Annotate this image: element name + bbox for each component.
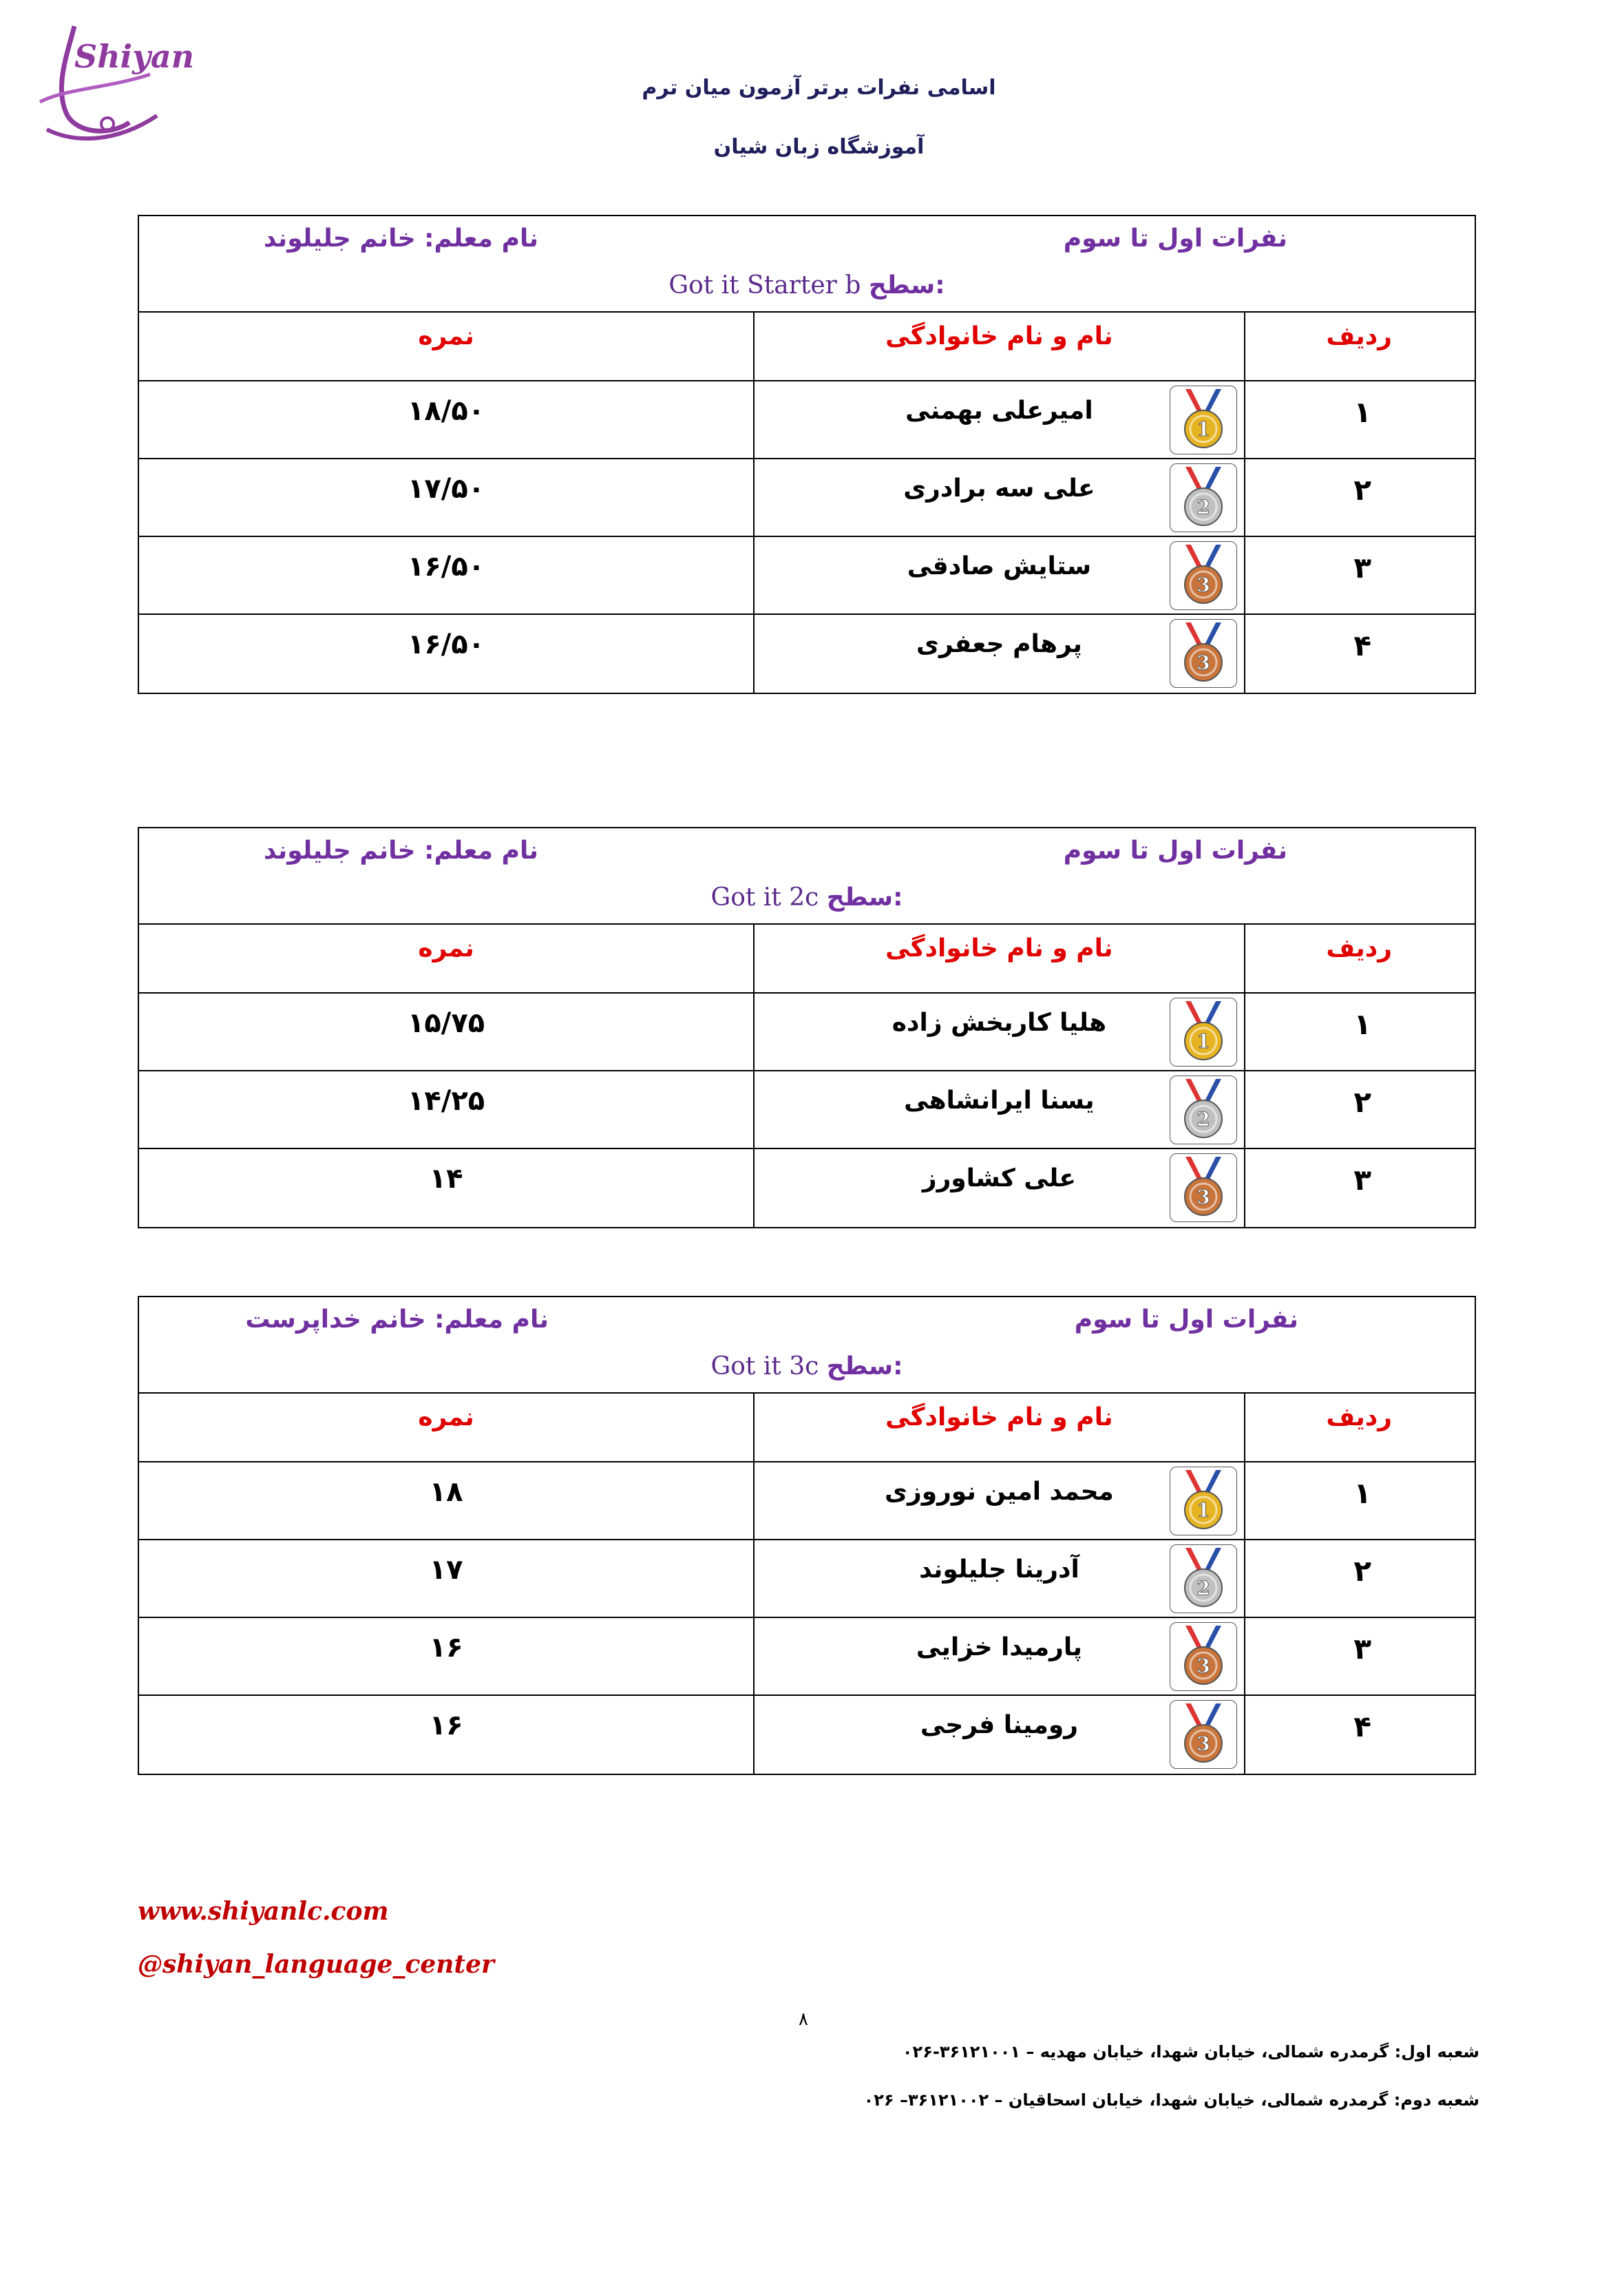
column-header-rank: ردیف xyxy=(1326,934,1392,963)
page-title: اسامی نفرات برتر آزمون میان ترم xyxy=(642,76,996,100)
svg-text:3: 3 xyxy=(1196,1732,1210,1755)
results-table-1 xyxy=(138,215,1476,694)
rank-cell: ۲ xyxy=(1353,1085,1371,1119)
rank-cell: ۱ xyxy=(1353,1007,1371,1041)
rank-cell: ۳ xyxy=(1353,1163,1371,1197)
table-row xyxy=(139,1540,1475,1618)
logo-text: Shiyan xyxy=(74,38,195,75)
column-header-rank: ردیف xyxy=(1326,1403,1392,1431)
instagram-handle-link[interactable]: @shiyan_language_center xyxy=(138,1950,494,1979)
svg-text:3: 3 xyxy=(1196,1655,1210,1677)
student-name: محمد امین نوروزی xyxy=(884,1478,1114,1506)
page-subtitle: آموزشگاه زبان شیان xyxy=(713,135,925,159)
svg-text:3: 3 xyxy=(1196,574,1210,596)
results-table-3 xyxy=(138,1296,1476,1775)
score-cell: ۱۵/۷۵ xyxy=(407,1007,485,1039)
student-name: پارمیدا خزایی xyxy=(916,1633,1082,1661)
svg-text:1: 1 xyxy=(1196,1030,1210,1053)
score-cell: ۱۶/۵۰ xyxy=(407,551,485,583)
student-name: یسنا ایرانشاهی xyxy=(904,1087,1095,1115)
svg-text:1: 1 xyxy=(1196,418,1210,441)
table-row xyxy=(139,1149,1475,1227)
level-label: سطح: xyxy=(826,1352,903,1381)
student-name: هلیا کاربخش زاده xyxy=(892,1009,1107,1037)
table-row xyxy=(139,459,1475,537)
level-line xyxy=(139,271,1475,300)
table-header-block xyxy=(139,216,1475,313)
column-header-row xyxy=(139,313,1475,381)
score-cell: ۱۷/۵۰ xyxy=(407,473,485,505)
level-label: سطح: xyxy=(868,271,945,300)
student-name: علی سه برادری xyxy=(903,474,1095,503)
rank-cell: ۳ xyxy=(1353,551,1371,585)
rank-cell: ۴ xyxy=(1353,629,1371,662)
table-row xyxy=(139,1462,1475,1540)
column-header-name: نام و نام خانوادگی xyxy=(885,934,1113,963)
table-row xyxy=(139,1071,1475,1149)
score-cell: ۱۴/۲۵ xyxy=(407,1085,485,1117)
table-header-block xyxy=(139,828,1475,925)
score-cell: ۱۶ xyxy=(429,1632,463,1664)
rank-cell: ۱ xyxy=(1353,395,1371,429)
student-name: امیرعلی بهمنی xyxy=(905,397,1093,425)
table-top-title: نفرات اول تا سوم xyxy=(1074,1305,1298,1334)
table-row xyxy=(139,381,1475,459)
rank-cell: ۳ xyxy=(1353,1632,1371,1666)
table-row xyxy=(139,615,1475,693)
column-header-name: نام و نام خانوادگی xyxy=(885,322,1113,350)
rank-cell: ۲ xyxy=(1353,1554,1371,1588)
rank-cell: ۲ xyxy=(1353,473,1371,507)
column-header-score: نمره xyxy=(418,322,474,350)
student-name: علی کشاورز xyxy=(922,1164,1076,1193)
results-table-2 xyxy=(138,827,1476,1228)
student-name: رومینا فرجی xyxy=(920,1711,1078,1739)
table-header-block xyxy=(139,1297,1475,1394)
website-link[interactable]: www.shiyanlc.com xyxy=(138,1897,389,1926)
student-name: ستایش صادقی xyxy=(907,552,1092,580)
table-row xyxy=(139,994,1475,1071)
column-header-rank: ردیف xyxy=(1326,322,1392,350)
table-row xyxy=(139,1696,1475,1774)
score-cell: ۱۶/۵۰ xyxy=(407,629,485,660)
svg-text:3: 3 xyxy=(1196,651,1210,674)
table-row xyxy=(139,1618,1475,1696)
page-number: ۸ xyxy=(799,2009,808,2030)
rank-cell: ۱ xyxy=(1353,1476,1371,1510)
column-header-name: نام و نام خانوادگی xyxy=(885,1403,1113,1431)
table-top-title: نفرات اول تا سوم xyxy=(1063,224,1287,253)
svg-text:2: 2 xyxy=(1196,1577,1210,1599)
column-header-row xyxy=(139,925,1475,994)
branch-2-address: شعبه دوم: گرمدره شمالی، خیابان شهدا، خیابان اسحاقیان – ۳۶۱۲۱۰۰۲– ۰۲۶ xyxy=(863,2090,1479,2110)
score-cell: ۱۸/۵۰ xyxy=(407,395,485,427)
teacher-name: نام معلم: خانم جلیلوند xyxy=(263,837,538,865)
student-name: پرهام جعفری xyxy=(916,630,1082,658)
teacher-name: نام معلم: خانم خداپرست xyxy=(245,1305,549,1334)
svg-text:3: 3 xyxy=(1196,1186,1210,1208)
score-cell: ۱۷ xyxy=(429,1554,463,1586)
score-cell: ۱۸ xyxy=(429,1476,463,1508)
teacher-name: نام معلم: خانم جلیلوند xyxy=(263,224,538,253)
column-header-score: نمره xyxy=(418,934,474,963)
level-value: Got it 2c xyxy=(710,883,819,912)
level-line xyxy=(139,883,1475,912)
level-value: Got it 3c xyxy=(710,1352,819,1381)
table-top-title: نفرات اول تا سوم xyxy=(1063,837,1287,865)
column-header-score: نمره xyxy=(418,1403,474,1431)
level-label: سطح: xyxy=(826,883,903,912)
table-row xyxy=(139,537,1475,615)
rank-cell: ۴ xyxy=(1353,1710,1371,1743)
svg-text:1: 1 xyxy=(1196,1499,1210,1522)
svg-text:2: 2 xyxy=(1196,496,1210,518)
student-name: آدرینا جلیلوند xyxy=(919,1555,1079,1584)
svg-text:2: 2 xyxy=(1196,1108,1210,1131)
column-header-row xyxy=(139,1394,1475,1462)
score-cell: ۱۴ xyxy=(429,1163,463,1195)
level-line xyxy=(139,1352,1475,1381)
branch-1-address: شعبه اول: گرمدره شمالی، خیابان شهدا، خیابان مهدیه – ۳۶۱۲۱۰۰۱-۰۲۶ xyxy=(902,2042,1479,2061)
score-cell: ۱۶ xyxy=(429,1710,463,1741)
level-value: Got it Starter b xyxy=(668,271,861,300)
